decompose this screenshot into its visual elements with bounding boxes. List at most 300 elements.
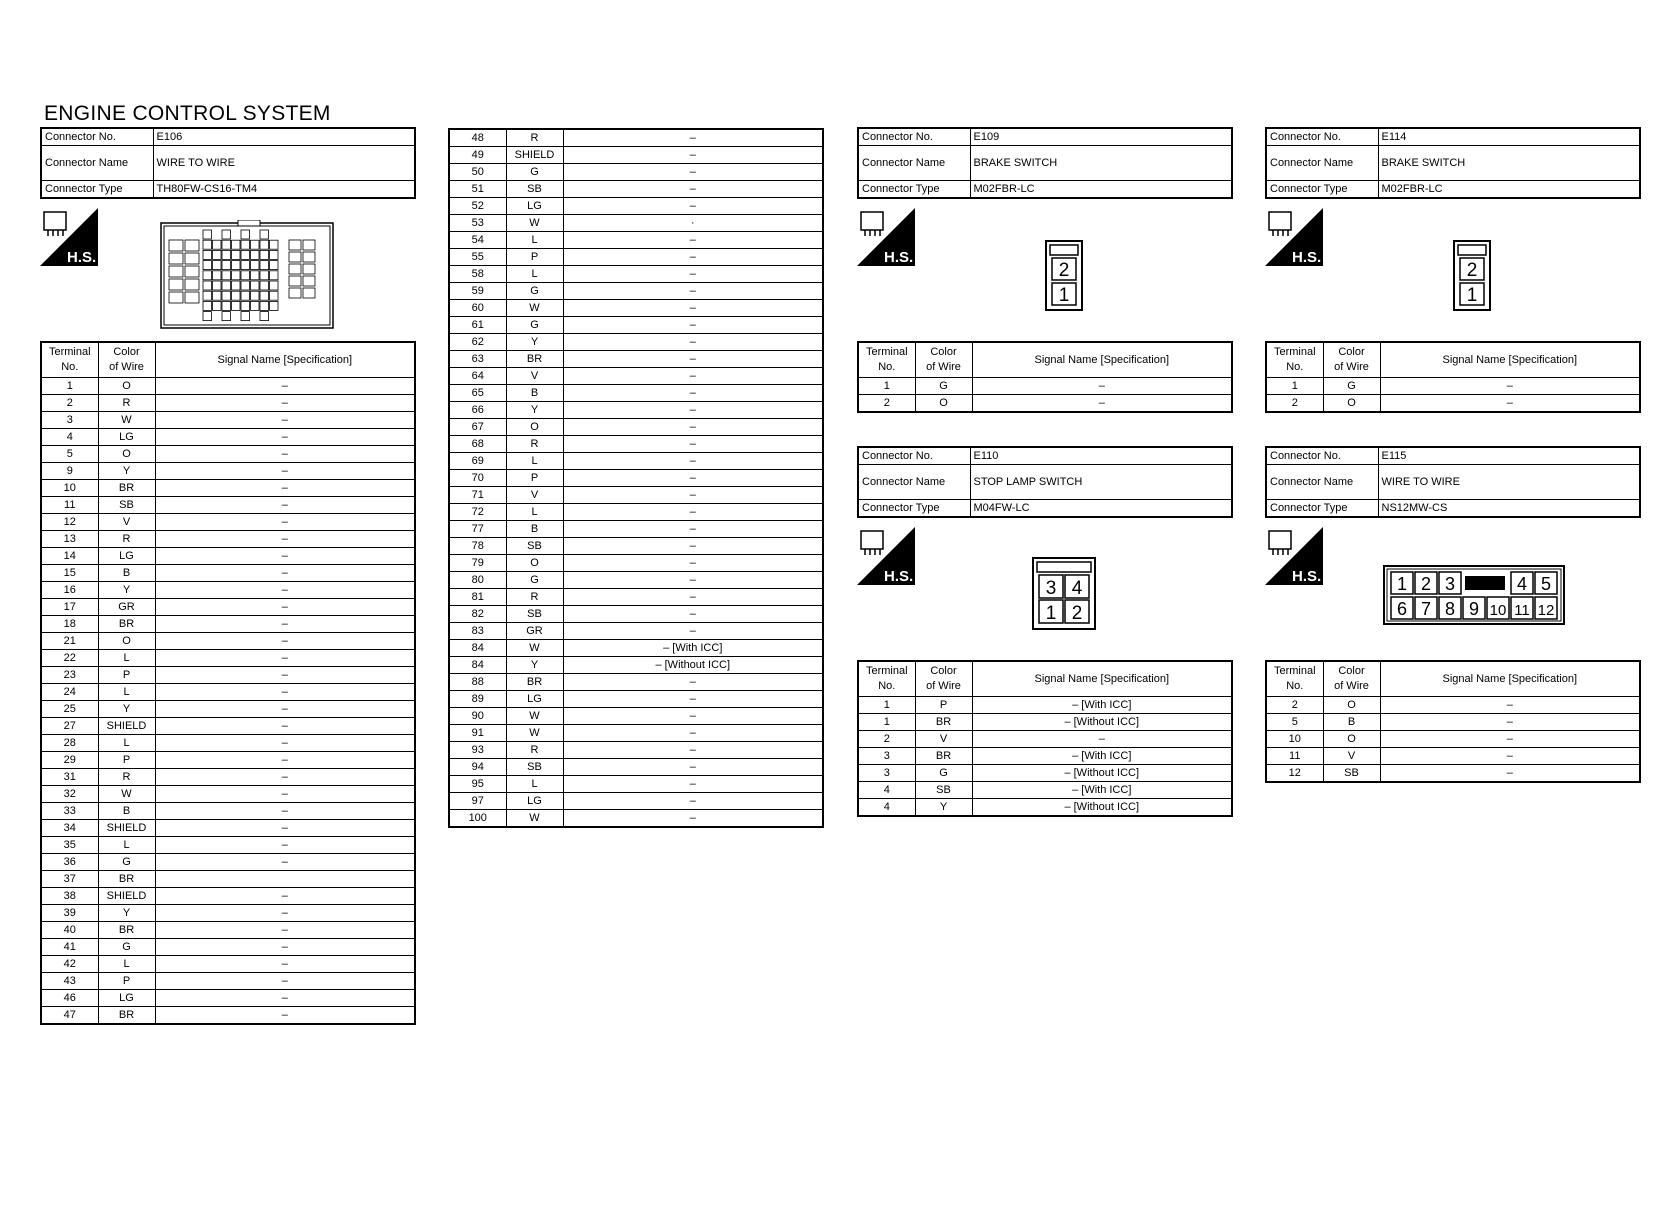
terminal-no: 100 — [449, 810, 506, 828]
wire-color: G — [1323, 378, 1380, 395]
signal-name: – — [155, 616, 415, 633]
wire-color: B — [506, 385, 563, 402]
wire-color: W — [506, 300, 563, 317]
e115-connector-face-diagram — [1383, 565, 1567, 627]
cavity — [303, 252, 315, 262]
table-row — [449, 572, 823, 589]
cavity — [222, 250, 231, 259]
cavity — [213, 261, 222, 270]
table-row — [41, 820, 415, 837]
signal-name: – [With ICC] — [972, 697, 1232, 714]
terminal-no: 61 — [449, 317, 506, 334]
signal-name: – — [1380, 697, 1640, 714]
wire-color: LG — [98, 548, 155, 565]
table-row — [449, 504, 823, 521]
cavity — [222, 240, 231, 249]
cavity — [270, 240, 279, 249]
terminal-no: 3 — [41, 412, 98, 429]
wire-color: O — [98, 446, 155, 463]
label-connector-type: Connector Type — [1266, 181, 1378, 199]
cavity — [213, 281, 222, 290]
wire-color: SB — [1323, 765, 1380, 783]
table-row — [41, 463, 415, 480]
cavity — [289, 252, 301, 262]
terminal-no: 58 — [449, 266, 506, 283]
wire-color: Y — [506, 657, 563, 674]
wire-color: L — [98, 837, 155, 854]
table-row — [449, 351, 823, 368]
terminal-no: 1 — [858, 378, 915, 395]
table-row — [41, 684, 415, 701]
e106-terminal-table-b — [448, 128, 824, 828]
pin-label: 7 — [1420, 599, 1432, 619]
table-row — [449, 589, 823, 606]
table-row — [41, 837, 415, 854]
terminal-no: 64 — [449, 368, 506, 385]
connector-no: E115 — [1378, 447, 1640, 465]
connector-type: M02FBR-LC — [1378, 181, 1640, 199]
table-row — [41, 973, 415, 990]
table-row — [449, 640, 823, 657]
cavity — [289, 264, 301, 274]
wire-color: P — [915, 697, 972, 714]
table-row — [449, 368, 823, 385]
wire-color: G — [506, 283, 563, 300]
wire-color: P — [98, 667, 155, 684]
cavity — [185, 253, 199, 264]
hs-label: H.S. — [1292, 568, 1322, 585]
label-connector-name: Connector Name — [858, 465, 970, 500]
signal-name: – — [155, 956, 415, 973]
terminal-no: 67 — [449, 419, 506, 436]
terminal-no: 27 — [41, 718, 98, 735]
header-terminal: Terminal No. — [41, 342, 98, 378]
terminal-no: 15 — [41, 565, 98, 582]
terminal-no: 66 — [449, 402, 506, 419]
label-connector-name: Connector Name — [1266, 146, 1378, 181]
wire-color: G — [506, 164, 563, 181]
terminal-no: 2 — [1266, 697, 1323, 714]
wire-color: O — [506, 419, 563, 436]
cavity — [169, 240, 183, 251]
terminal-no: 24 — [41, 684, 98, 701]
table-row — [449, 300, 823, 317]
signal-name: – — [563, 436, 823, 453]
header-signal: Signal Name [Specification] — [1380, 342, 1640, 378]
wire-color: SB — [506, 606, 563, 623]
header-color: Color of Wire — [98, 342, 155, 378]
wire-color: Y — [506, 402, 563, 419]
hs-icon — [857, 208, 915, 266]
wire-color: W — [98, 412, 155, 429]
cavity — [213, 240, 222, 249]
wire-color: Y — [98, 463, 155, 480]
signal-name: – — [563, 317, 823, 334]
table-row — [449, 147, 823, 164]
header-color: Color of Wire — [1323, 342, 1380, 378]
wire-color: R — [98, 395, 155, 412]
cavity — [203, 312, 212, 321]
table-row — [449, 266, 823, 283]
cavity — [289, 288, 301, 298]
pin-label: 2 — [1466, 260, 1478, 281]
table-row — [449, 725, 823, 742]
wire-color: W — [506, 215, 563, 232]
wire-color: Y — [98, 905, 155, 922]
pin-label: 9 — [1468, 599, 1480, 619]
signal-name: – — [155, 1007, 415, 1025]
terminal-no: 94 — [449, 759, 506, 776]
wire-color: B — [98, 803, 155, 820]
terminal-no: 90 — [449, 708, 506, 725]
terminal-no: 91 — [449, 725, 506, 742]
terminal-no: 84 — [449, 657, 506, 674]
connector-type: NS12MW-CS — [1378, 500, 1640, 518]
wire-color: O — [98, 378, 155, 395]
table-row — [858, 378, 1232, 395]
terminal-no: 31 — [41, 769, 98, 786]
wire-color: LG — [98, 990, 155, 1007]
signal-name: – [Without ICC] — [972, 765, 1232, 782]
signal-name: – — [155, 412, 415, 429]
terminal-no: 10 — [1266, 731, 1323, 748]
wire-color: BR — [506, 351, 563, 368]
cavity — [289, 276, 301, 286]
cavity — [241, 301, 250, 310]
signal-name: – [With ICC] — [972, 748, 1232, 765]
signal-name: – — [563, 334, 823, 351]
cavity — [169, 279, 183, 290]
wire-color: L — [506, 266, 563, 283]
wire-color: R — [506, 589, 563, 606]
label-connector-type: Connector Type — [858, 500, 970, 518]
cavity — [303, 264, 315, 274]
table-row — [41, 480, 415, 497]
terminal-no: 84 — [449, 640, 506, 657]
terminal-no: 37 — [41, 871, 98, 888]
cavity — [222, 281, 231, 290]
terminal-no: 51 — [449, 181, 506, 198]
wire-color: BR — [98, 1007, 155, 1025]
header-terminal: Terminal No. — [858, 661, 915, 697]
terminal-no: 65 — [449, 385, 506, 402]
cavity — [222, 312, 231, 321]
cavity — [241, 271, 250, 280]
cavity — [222, 291, 231, 300]
signal-name: – — [563, 521, 823, 538]
connector-no: E106 — [153, 128, 415, 146]
signal-name: – — [155, 497, 415, 514]
signal-name: – — [563, 691, 823, 708]
cavity — [232, 301, 241, 310]
signal-name: – — [563, 283, 823, 300]
table-row — [41, 446, 415, 463]
signal-name: – — [155, 650, 415, 667]
e109-terminal-table — [857, 341, 1233, 413]
pin-label: 6 — [1396, 599, 1408, 619]
signal-name: – — [563, 232, 823, 249]
signal-name: – — [155, 633, 415, 650]
terminal-no: 72 — [449, 504, 506, 521]
cavity — [232, 271, 241, 280]
header-terminal: Terminal No. — [1266, 661, 1323, 697]
terminal-no: 97 — [449, 793, 506, 810]
wire-color: L — [506, 232, 563, 249]
wire-color: GR — [506, 623, 563, 640]
signal-name: – — [563, 742, 823, 759]
signal-name: – — [155, 480, 415, 497]
table-row — [858, 765, 1232, 782]
label-connector-type: Connector Type — [1266, 500, 1378, 518]
table-row — [41, 888, 415, 905]
signal-name: – — [155, 582, 415, 599]
wire-color: O — [1323, 731, 1380, 748]
wire-color: L — [506, 504, 563, 521]
table-row — [449, 623, 823, 640]
terminal-no: 29 — [41, 752, 98, 769]
table-row — [41, 514, 415, 531]
table-row — [449, 181, 823, 198]
header-color: Color of Wire — [915, 661, 972, 697]
cavity — [260, 301, 269, 310]
cavity — [203, 281, 212, 290]
table-row — [41, 565, 415, 582]
signal-name: – — [563, 708, 823, 725]
terminal-no: 78 — [449, 538, 506, 555]
table-row — [449, 419, 823, 436]
table-row — [41, 633, 415, 650]
terminal-no: 1 — [858, 697, 915, 714]
e114-terminal-table — [1265, 341, 1641, 413]
pin-label: 11 — [1514, 602, 1530, 619]
cavity — [260, 261, 269, 270]
cavity — [213, 291, 222, 300]
table-row — [449, 742, 823, 759]
pin-label: 12 — [1537, 602, 1555, 619]
table-row — [449, 215, 823, 232]
cavity — [169, 266, 183, 277]
pin-label: 2 — [1420, 574, 1432, 594]
cavity — [203, 301, 212, 310]
connector-name: WIRE TO WIRE — [1378, 465, 1640, 500]
terminal-no: 53 — [449, 215, 506, 232]
e106-terminal-table-a — [40, 341, 416, 1025]
wire-color: GR — [98, 599, 155, 616]
wire-color: SHIELD — [98, 820, 155, 837]
terminal-no: 41 — [41, 939, 98, 956]
e109-connector-face-diagram — [1045, 240, 1085, 312]
wire-color: W — [506, 725, 563, 742]
signal-name: – — [563, 725, 823, 742]
e106-info-table — [40, 127, 416, 199]
terminal-no: 63 — [449, 351, 506, 368]
terminal-no: 25 — [41, 701, 98, 718]
signal-name: – — [155, 888, 415, 905]
wire-color: O — [1323, 697, 1380, 714]
table-row — [41, 395, 415, 412]
terminal-no: 39 — [41, 905, 98, 922]
terminal-no: 1 — [1266, 378, 1323, 395]
terminal-no: 21 — [41, 633, 98, 650]
table-row — [449, 810, 823, 828]
terminal-no: 16 — [41, 582, 98, 599]
signal-name: – — [155, 667, 415, 684]
wire-color: SB — [98, 497, 155, 514]
table-row — [858, 799, 1232, 817]
wire-color: Y — [915, 799, 972, 817]
signal-name: – — [563, 419, 823, 436]
signal-name: – — [155, 939, 415, 956]
table-row — [858, 748, 1232, 765]
hs-label: H.S. — [67, 249, 97, 266]
terminal-no: 1 — [858, 714, 915, 731]
signal-name: – — [155, 395, 415, 412]
table-row — [449, 198, 823, 215]
terminal-no: 55 — [449, 249, 506, 266]
wire-color: W — [506, 640, 563, 657]
terminal-no: 35 — [41, 837, 98, 854]
signal-name: – — [972, 395, 1232, 413]
wire-color: G — [506, 572, 563, 589]
signal-name: – [Without ICC] — [972, 799, 1232, 817]
header-terminal: Terminal No. — [858, 342, 915, 378]
terminal-no: 69 — [449, 453, 506, 470]
signal-name: – — [563, 470, 823, 487]
terminal-no: 48 — [449, 129, 506, 147]
wire-color: BR — [98, 871, 155, 888]
cavity — [241, 230, 250, 239]
hs-label: H.S. — [1292, 249, 1322, 266]
pin-label: 8 — [1444, 599, 1456, 619]
cavity — [241, 250, 250, 259]
signal-name — [155, 871, 415, 888]
signal-name: – — [563, 504, 823, 521]
wire-color: SHIELD — [98, 888, 155, 905]
e114-connector-face-diagram — [1453, 240, 1493, 312]
table-row — [41, 990, 415, 1007]
connector-name: WIRE TO WIRE — [153, 146, 415, 181]
signal-name: – — [155, 718, 415, 735]
wire-color: LG — [506, 793, 563, 810]
label-connector-no: Connector No. — [1266, 128, 1378, 146]
signal-name: – — [563, 147, 823, 164]
terminal-no: 28 — [41, 735, 98, 752]
terminal-no: 23 — [41, 667, 98, 684]
wire-color: BR — [915, 748, 972, 765]
cavity — [222, 261, 231, 270]
table-row — [449, 129, 823, 147]
cavity — [260, 250, 269, 259]
signal-name: – — [563, 249, 823, 266]
signal-name: – — [155, 820, 415, 837]
terminal-no: 81 — [449, 589, 506, 606]
table-row — [41, 956, 415, 973]
label-connector-no: Connector No. — [858, 128, 970, 146]
signal-name: – — [155, 599, 415, 616]
table-row — [449, 402, 823, 419]
terminal-no: 4 — [858, 799, 915, 817]
cavity — [270, 281, 279, 290]
terminal-no: 52 — [449, 198, 506, 215]
cavity — [241, 281, 250, 290]
table-row — [449, 164, 823, 181]
wire-color: R — [98, 769, 155, 786]
header-signal: Signal Name [Specification] — [1380, 661, 1640, 697]
wire-color: P — [506, 470, 563, 487]
signal-name: – — [1380, 748, 1640, 765]
e115-terminal-table — [1265, 660, 1641, 783]
hs-label: H.S. — [884, 568, 914, 585]
signal-name: – — [563, 487, 823, 504]
table-row — [41, 650, 415, 667]
cavity — [251, 261, 260, 270]
terminal-no: 49 — [449, 147, 506, 164]
cavity — [203, 230, 212, 239]
terminal-no: 1 — [41, 378, 98, 395]
wire-color: SB — [506, 759, 563, 776]
header-color: Color of Wire — [1323, 661, 1380, 697]
terminal-no: 12 — [1266, 765, 1323, 783]
cavity — [260, 281, 269, 290]
cavity — [185, 292, 199, 303]
signal-name: – — [563, 266, 823, 283]
table-row — [449, 453, 823, 470]
table-row — [1266, 697, 1640, 714]
e110-info-table — [857, 446, 1233, 518]
connector-name: BRAKE SWITCH — [970, 146, 1232, 181]
signal-name: – — [155, 973, 415, 990]
signal-name: – — [563, 759, 823, 776]
cavity — [303, 288, 315, 298]
cavity — [213, 250, 222, 259]
cavity — [241, 312, 250, 321]
signal-name: – — [563, 198, 823, 215]
hs-label: H.S. — [884, 249, 914, 266]
signal-name: – — [155, 531, 415, 548]
wire-color: BR — [915, 714, 972, 731]
terminal-no: 71 — [449, 487, 506, 504]
wire-color: O — [506, 555, 563, 572]
terminal-no: 33 — [41, 803, 98, 820]
signal-name: – — [1380, 378, 1640, 395]
wire-color: SHIELD — [98, 718, 155, 735]
table-row — [449, 657, 823, 674]
connector-type: M02FBR-LC — [970, 181, 1232, 199]
wire-color: B — [1323, 714, 1380, 731]
cavity — [251, 240, 260, 249]
cavity — [303, 240, 315, 250]
wire-color: SHIELD — [506, 147, 563, 164]
connector-name: STOP LAMP SWITCH — [970, 465, 1232, 500]
pin-label: 4 — [1071, 578, 1083, 599]
header-signal: Signal Name [Specification] — [972, 661, 1232, 697]
table-row — [449, 708, 823, 725]
terminal-no: 3 — [858, 748, 915, 765]
e109-info-table — [857, 127, 1233, 199]
wire-color: R — [506, 436, 563, 453]
table-row — [1266, 378, 1640, 395]
terminal-no: 5 — [1266, 714, 1323, 731]
pin-label: 2 — [1071, 603, 1083, 624]
terminal-no: 2 — [1266, 395, 1323, 413]
terminal-no: 32 — [41, 786, 98, 803]
table-row — [41, 599, 415, 616]
signal-name: – — [155, 752, 415, 769]
table-row — [858, 714, 1232, 731]
wire-color: G — [98, 854, 155, 871]
table-row — [449, 538, 823, 555]
terminal-no: 5 — [41, 446, 98, 463]
